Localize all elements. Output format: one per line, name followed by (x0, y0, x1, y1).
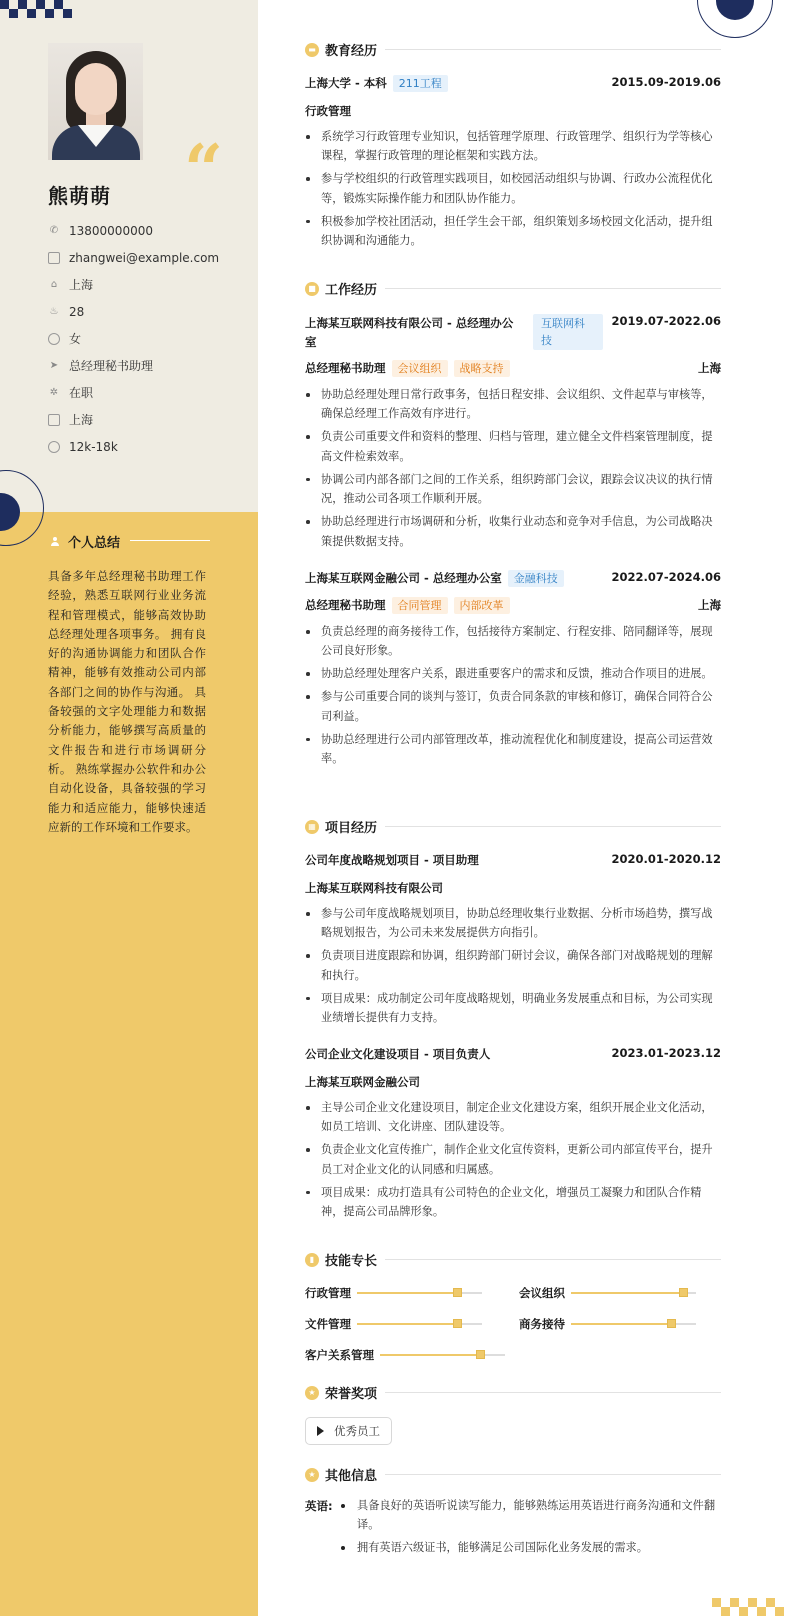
other-label: 英语: (305, 1499, 333, 1513)
contact-value: 12k-18k (69, 439, 118, 454)
project-header (305, 1046, 721, 1062)
briefcase-icon: ■ (305, 282, 319, 296)
section-divider (385, 1474, 721, 1475)
project-header (305, 852, 721, 868)
education-school: 上海大学 - 本科 (305, 76, 387, 90)
contact-gender (48, 325, 219, 352)
section-title: 项目经历 (325, 821, 378, 836)
checker-decoration-bottom-right (712, 1598, 784, 1616)
list-item: 负责企业文化宣传推广，制作企业文化宣传资料，更新公司内部宣传平台，提升员工对企业文化的认同感和归属感。 (305, 1140, 723, 1179)
list-item: 负责总经理的商务接待工作，包括接待方案制定、行程安排、陪同翻译等，展现公司良好形象。 (305, 622, 723, 661)
job-industry-tag: 互联网科技 (533, 314, 603, 350)
list-item: 协助总经理处理客户关系，跟进重要客户的需求和反馈，推动合作项目的进展。 (305, 664, 723, 683)
list-item: 具备良好的英语听说读写能力，能够熟练运用英语进行商务沟通和文件翻译。 (340, 1496, 724, 1535)
person-icon (50, 537, 60, 547)
award-chip (305, 1417, 392, 1445)
building-icon (48, 414, 60, 426)
list-item: 项目成果：成功打造具有公司特色的企业文化，增强员工凝聚力和团队合作精神，提高公司品牌形象。 (305, 1183, 723, 1222)
medal-icon: ★ (305, 1386, 319, 1400)
list-item: 拥有英语六级证书，能够满足公司国际化业务发展的需求。 (340, 1538, 724, 1557)
skill-level-knob (667, 1319, 676, 1328)
status-icon: ✲ (49, 386, 59, 398)
skill-item (305, 1316, 482, 1332)
skill-level-knob (453, 1319, 462, 1328)
contact-phone (48, 217, 219, 244)
skill-item (305, 1347, 505, 1363)
skill-level-bar (357, 1292, 482, 1294)
job-bullets (305, 622, 723, 772)
skill-level-bar (380, 1354, 505, 1356)
project-company: 上海某互联网科技有限公司 (305, 881, 443, 895)
education-tag: 211工程 (393, 75, 448, 92)
section-title: 技能专长 (325, 1254, 378, 1269)
sidebar (0, 0, 258, 1616)
list-item: 参与公司年度战略规划项目，协助总经理收集行业数据、分析市场趋势，撰写战略规划报告，为公司未来发展提供方向指引。 (305, 904, 723, 943)
skill-level-fill (571, 1292, 684, 1294)
education-bullets (305, 127, 723, 254)
section-work (305, 279, 721, 298)
section-divider (385, 49, 721, 50)
list-item: 参与学校组织的行政管理实践项目，如校园活动组织与协调、行政办公流程优化等，锻炼实际操作能力和团队协作能力。 (305, 169, 723, 208)
job-position: 总经理秘书助理 (305, 361, 386, 375)
section-title: 其他信息 (325, 1469, 378, 1484)
list-item: 项目成果：成功制定公司年度战略规划，明确业务发展重点和目标，为公司实现业绩增长提供有力支持。 (305, 989, 723, 1028)
education-major: 行政管理 (305, 104, 351, 118)
job-header (305, 314, 721, 352)
skill-name: 商务接待 (519, 1317, 565, 1331)
quote-mark-icon: “ (184, 130, 224, 210)
home-icon: ⌂ (50, 278, 58, 290)
summary-title-text: 个人总结 (68, 536, 121, 551)
skill-name: 行政管理 (305, 1286, 351, 1300)
contact-value: 总经理秘书助理 (69, 359, 154, 373)
section-other (305, 1465, 721, 1484)
contact-value: 13800000000 (69, 223, 153, 238)
checker-decoration-top-left (0, 0, 72, 18)
list-item: 系统学习行政管理专业知识，包括管理学原理、行政管理学、组织行为学等核心课程，掌握行政管理的理论框架和实践方法。 (305, 127, 723, 166)
skill-level-bar (571, 1292, 696, 1294)
job-company: 上海某互联网科技有限公司 - 总经理办公室 (305, 316, 514, 349)
education-major-row (305, 103, 721, 119)
project-bullets (305, 904, 723, 1031)
list-item: 协助总经理进行市场调研和分析，收集行业动态和竞争对手信息，为公司战略决策提供数据支持。 (305, 512, 723, 551)
skill-item (519, 1285, 696, 1301)
skill-level-bar (357, 1323, 482, 1325)
contact-value: 28 (69, 304, 85, 319)
skill-level-fill (357, 1292, 457, 1294)
project-name: 公司企业文化建设项目 - 项目负责人 (305, 1047, 491, 1061)
salary-icon (48, 441, 60, 453)
project-date: 2023.01-2023.12 (611, 1046, 721, 1060)
contact-status (48, 379, 219, 406)
section-divider (385, 288, 721, 289)
contact-value: 上海 (69, 413, 94, 427)
profile-photo (48, 43, 143, 160)
list-item: 协调公司内部各部门之间的工作关系，组织跨部门会议，跟踪会议决议的执行情况，推动公司各项工作顺利开展。 (305, 470, 723, 509)
summary-text: 具备多年总经理秘书助理工作经验，熟悉互联网行业业务流程和管理模式，能够高效协助总经理处理各项事务。 拥有良好的沟通协调能力和团队合作精神，能够有效推动公司内部各部门之间的协作与沟通。 具备较强的文字处理能力和数据分析能力，能够撰写高质量的文件报告和进行市场调研分析。 熟练掌握办公软件和办公自动化设备，具备较强的学习能力和适应能力，能够快速适应新的工作环境和工作要求。 (48, 569, 206, 834)
grid-icon: ▦ (305, 820, 319, 834)
skill-item (305, 1285, 482, 1301)
play-triangle-icon (317, 1426, 324, 1436)
graduation-cap-icon: ▬ (305, 43, 319, 57)
section-divider (385, 1259, 721, 1260)
skill-level-knob (476, 1350, 485, 1359)
section-education (305, 40, 721, 59)
project-bullets (305, 1098, 723, 1225)
summary-heading (50, 532, 120, 551)
section-skills (305, 1250, 721, 1269)
contact-value: zhangwei@example.com (69, 250, 220, 265)
other-bullets (340, 1496, 724, 1560)
job-position-row (305, 597, 721, 614)
profile-name: 熊萌萌 (48, 184, 111, 208)
contact-work-city (48, 406, 219, 433)
skill-item (519, 1316, 696, 1332)
job-tag: 会议组织 (392, 360, 448, 377)
job-date: 2022.07-2024.06 (611, 570, 721, 584)
job-city: 上海 (698, 598, 721, 612)
section-title: 教育经历 (325, 44, 378, 59)
job-bullets (305, 385, 723, 555)
job-industry-tag: 金融科技 (508, 570, 564, 587)
skill-level-knob (453, 1288, 462, 1297)
list-item: 负责公司重要文件和资料的整理、归档与管理，建立健全文件档案管理制度，提高文件检索效率。 (305, 427, 723, 466)
section-divider (385, 826, 721, 827)
contact-email (48, 244, 219, 271)
contact-position (48, 352, 219, 379)
skill-name: 客户关系管理 (305, 1348, 374, 1362)
summary-divider (130, 540, 210, 541)
section-title: 工作经历 (325, 283, 378, 298)
skill-name: 文件管理 (305, 1317, 351, 1331)
list-item: 协助总经理进行公司内部管理改革，推动流程优化和制度建设，提高公司运营效率。 (305, 730, 723, 769)
project-company-row (305, 880, 721, 896)
list-item: 负责项目进度跟踪和协调，组织跨部门研讨会议，确保各部门对战略规划的理解和执行。 (305, 946, 723, 985)
skill-name: 会议组织 (519, 1286, 565, 1300)
project-date: 2020.01-2020.12 (611, 852, 721, 866)
job-company: 上海某互联网金融公司 - 总经理办公室 (305, 571, 502, 585)
contact-salary (48, 433, 219, 460)
project-company: 上海某互联网金融公司 (305, 1075, 420, 1089)
job-tag: 合同管理 (392, 597, 448, 614)
contact-value: 上海 (69, 278, 94, 292)
job-position-row (305, 360, 721, 377)
skill-level-fill (357, 1323, 457, 1325)
job-date: 2019.07-2022.06 (611, 314, 721, 328)
section-divider (385, 1392, 721, 1393)
section-awards (305, 1383, 721, 1402)
skill-level-knob (679, 1288, 688, 1297)
job-tag: 战略支持 (454, 360, 510, 377)
job-header (305, 570, 721, 587)
skill-level-bar (571, 1323, 696, 1325)
job-position: 总经理秘书助理 (305, 598, 386, 612)
phone-icon: ✆ (49, 224, 59, 236)
contact-value: 在职 (69, 386, 94, 400)
contact-value: 女 (69, 332, 82, 346)
award-label: 优秀员工 (334, 1424, 380, 1438)
contact-list (48, 217, 219, 460)
education-date: 2015.09-2019.06 (611, 75, 721, 89)
info-icon: ★ (305, 1468, 319, 1482)
mail-icon (48, 252, 60, 264)
send-icon: ➤ (49, 359, 59, 371)
cake-icon: ♨ (49, 305, 59, 317)
section-projects (305, 817, 721, 836)
job-city: 上海 (698, 361, 721, 375)
gender-icon (48, 333, 60, 345)
list-item: 积极参加学校社团活动，担任学生会干部，组织策划多场校园文化活动，提升组织协调和沟通能力。 (305, 212, 723, 251)
project-name: 公司年度战略规划项目 - 项目助理 (305, 853, 479, 867)
education-header (305, 75, 721, 92)
contact-city (48, 271, 219, 298)
skill-level-fill (571, 1323, 671, 1325)
contact-age (48, 298, 219, 325)
main-content (258, 0, 794, 1616)
section-title: 荣誉奖项 (325, 1387, 378, 1402)
list-item: 协助总经理处理日常行政事务，包括日程安排、会议组织、文件起草与审核等，确保总经理工作高效有序进行。 (305, 385, 723, 424)
list-item: 参与公司重要合同的谈判与签订，负责合同条款的审核和修订，确保合同符合公司利益。 (305, 687, 723, 726)
list-item: 主导公司企业文化建设项目，制定企业文化建设方案，组织开展企业文化活动，如员工培训、文化讲座、团队建设等。 (305, 1098, 723, 1137)
skill-level-fill (380, 1354, 480, 1356)
project-company-row (305, 1074, 721, 1090)
bar-chart-icon: ▮ (305, 1253, 319, 1267)
job-tag: 内部改革 (454, 597, 510, 614)
